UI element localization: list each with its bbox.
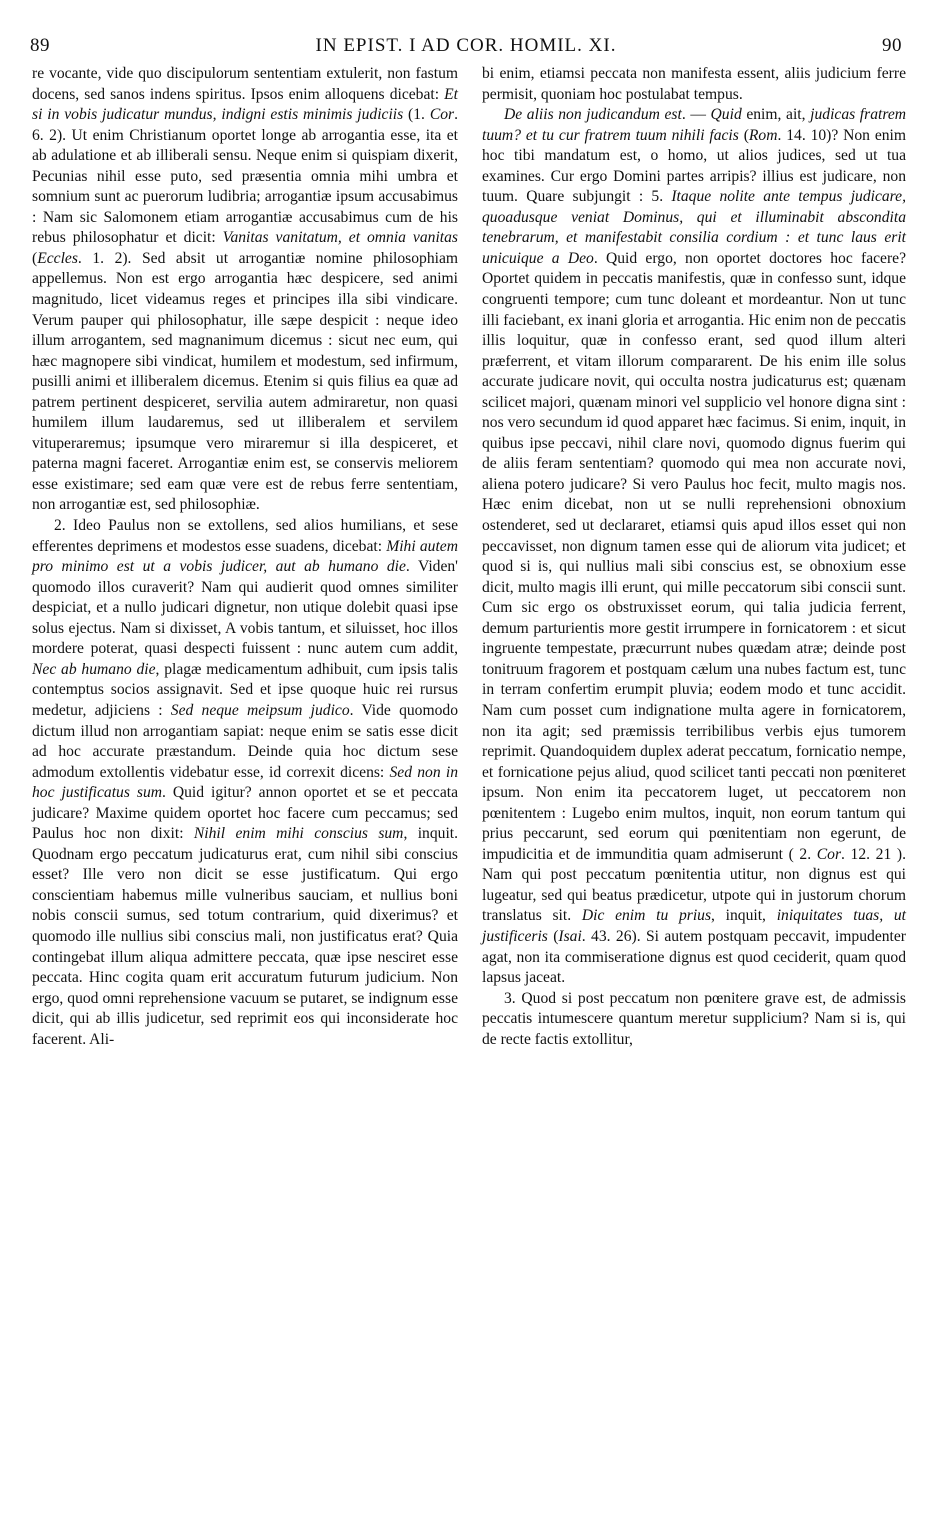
italic-citation: Isai bbox=[558, 927, 582, 945]
left-column bbox=[32, 64, 458, 1050]
italic-citation: Rom bbox=[748, 126, 778, 144]
italic-citation: Quid bbox=[710, 106, 742, 124]
paragraph: 2. Ideo Paulus non se extollens, sed alios humilians, et sese efferentes deprimens et modestos esse suadens, dicebat: Mihi autem pro minimo est ut a vobis judicer, aut ab humano die. Viden' quomodo illos curaverit? Nam qui audierit quod omnes similiter despiciat, et a nullo judicari dignetur, non utique dolebit quasi ipse solus ejectus. Nam si dixisset, A vobis tantum, et siluisset, hoc illos mordere poterat, quasi despecti fuissent : nunc autem cum addit, Nec ab humano die, plagæ medicamentum adhibuit, cum ipsis talis contemptus socios assignavit. Sed et ipse quoque huic rei rursus medetur, adjiciens : Sed neque meipsum judico. Vide quomodo dictum illud non arrogantiam sapiat: neque enim se satis esse dicit ad hoc accurate præstandum. Deinde quia hoc dictum sese admodum extollentis videbatur esse, id correxit dicens: Sed non in hoc justificatus sum. Quid igitur? annon oportet et se et peccata judicare? Maxime quidem oportet hoc facere cum peccamus; sed Paulus hoc non dixit: Nihil enim mihi conscius sum, inquit. Quodnam ergo peccatum judicaturus erat, cum nihil sibi conscius esset? Ille vero non dicit se esse justificatum. Qui ergo conscientiam habemus mille vulneribus sauciam, et nullius boni nobis conscii sumus, sed totum contrarium, quid dixerimus? et quomodo ille nullius sibi conscius mali, non justificatus erat? Quia contingebat illum aliqua admittere peccata, quæ ipse nesciret esse peccata. Hinc cogita quam erit accuratum futurum judicium. Non ergo, quod omni reprehensione vacuum se putaret, se indignum esse dicit, qui ab illis judicetur, sed reprimit eos qui inconsiderate hoc facerent. Ali- bbox=[32, 517, 459, 1048]
paragraph: re vocante, vide quo discipulorum sententiam extulerit, non fastum docens, sed sanos indens spiritus. Ipsos enim alloquens dicebat: Et si in vobis judicatur mundus, indigni estis minimis judiciis (1. Cor. 6. 2). Ut enim Christianum oportet longe ab arrogantia esse, ita et ab adulatione et ab illiberali sensu. Neque enim si quispiam dixerit, Pecunias nihil esse puto, sed præsentia omnia mihi umbra et somnium sunt ac puerorum ludibria; arrogantiæ ipsum accusabimus : Nam sic Salomonem etiam arrogantiæ accusabimus cum de his rebus philosophatur et dicit: Vanitas vanitatum, et omnia vanitas (Eccles. 1. 2). Sed absit ut arrogantiæ nomine philosophiam appellemus. Non est ergo arrogantia hæc despicere, sed animi magnitudo, licet videamus reges et principes illa sibi vindicare. Verum pauper qui philosophatur, ille sæpe despicit : neque ideo illum arrogantem, sed magnanimum dicemus : sicut nec eum, qui hæc magnopere sibi vindicat, humilem et modestum, sed infirmum, pusilli animi et illiberalem dicemus. Etenim si quis filius ea quæ ad patrem pertinent despiceret, servilia autem admiraretur, non quasi humilem illum laudaremus, sed ut illiberalem et servilem vituperaremus; ipsumque vero miraremur si illa despiceret, et paterna magni faceret. Arrogantiæ enim est, se conservis meliorem esse existimare; sed eam quæ vere est de rebus ferre sententiam, non arrogantiæ est, sed philosophiæ. bbox=[32, 65, 458, 514]
running-header bbox=[30, 34, 902, 58]
italic-citation: De aliis non judicandum est bbox=[504, 106, 682, 124]
running-title: IN EPIST. I AD COR. HOMIL. XI. bbox=[315, 35, 617, 56]
italic-citation: Nihil enim mihi conscius sum bbox=[193, 825, 404, 843]
italic-citation: Eccles bbox=[37, 249, 78, 267]
italic-citation: Vanitas vanitatum, et omnia vanitas bbox=[222, 229, 458, 247]
italic-citation: Nec ab humano die bbox=[32, 660, 156, 678]
italic-citation: Cor bbox=[816, 845, 842, 863]
page-number-right: 90 bbox=[881, 35, 902, 56]
italic-citation: Mihi autem pro minimo est ut a vobis judicer, aut ab humano die bbox=[32, 537, 458, 576]
italic-citation: iniquitates tuas, ut justificeris bbox=[482, 907, 906, 945]
italic-citation: Itaque nolite ante tempus judicare, quoadusque veniat Dominus, qui et illuminabit abscondita tenebrarum, et manifestabit consilia cordium : et tunc laus erit unicuique a Deo bbox=[482, 188, 906, 267]
paragraph: bi enim, etiamsi peccata non manifesta essent, aliis judicium ferre permisit, quoniam hoc postulabat tempus. bbox=[482, 65, 906, 103]
paragraph: De aliis non judicandum est. — Quid enim, ait, judicas fratrem tuum? et tu cur fratrem tuum nihili facis (Rom. 14. 10)? Non enim hoc tibi mandatum est, o homo, ut alios judices, sed ut tua examines. Cur ergo Domini partes arripis? illius est judicare, non tuum. Quare subjungit : 5. Itaque nolite ante tempus judicare, quoadusque veniat Dominus, qui et illuminabit abscondita tenebrarum, et manifestabit consilia cordium : et tunc laus erit unicuique a Deo. Quid ergo, non oportet doctores hoc facere? Oportet quidem in peccatis manifestis, quæ in confesso sunt, idque congruenti tempore; cum tunc doleant et mordeantur. Non ut tunc illi faciebant, ex inani gloria et arrogantia. Hic enim non de peccatis illis loquitur, quæ in confesso erant, sed quod illum alteri præferrent, et vitam illorum compararent. De his enim ille solus accurate judicare novit, qui occulta nostra judicaturus est; quænam scilicet majori, quænam minori vel supplicio vel honore digna sint : nos vero secundum id quod apparet hæc facimus. Si enim, inquit, in quibus ipse peccavi, nihil clare novi, quomodo dignus fuerim qui de aliis feram sententiam? quomodo qui mea non accurate novi, aliena potero judicare? Si vero Paulus hoc fecit, multo magis nos. Hæc enim dicebat, non ut se nulli reprehensioni obnoxium ostenderet, sed ut declararet, etiamsi quis apud illos esset qui non peccavisset, non dignum tamen esse qui de aliorum vita judicet; et quod si is, qui nullius mali sibi conscius est, se obnoxium esse dicit, multo magis illi erunt, qui mille peccatorum sibi conscii sunt. Cum sic ergo os obstruxisset eorum, qui talia judicia ferrent, demum parturientis more gestit irrumpere in fornicatorem : et sicut ingruente tempestate, præcurrunt nubes quædam atræ; deinde post tonitruum fragorem et postquam cælum una nubes factum est, tunc in terram confertim erumpit pluvia; eodem modo et tunc accidit. Nam cum posset cum indignatione multa agere in fornicatorem, non ita agit; sed præmissis terribilibus verbis ejus tumorem reprimit. Quandoquidem duplex aderat peccatum, fornicatio nempe, et fornicatione pejus aliud, quod scilicet tanti peccati non pœniteret ipsum. Non enim ita peccatorem luget, ut peccatorem non pœnitentem : Lugebo enim multos, inquit, non eorum tantum qui prius peccarunt, sed eorum qui pœnitentiam non egerunt, de impudicitia et de immunditia quam admiserunt ( 2. Cor. 12. 21 ). Nam qui post peccatum pœnitentia utitur, non dignus est qui lugeatur, sed qui beatus prædicetur, utpote qui in justorum chorum translatus sit. Dic enim tu prius, inquit, iniquitates tuas, ut justificeris (Isai. 43. 26). Si autem postquam peccavit, impudenter agat, non ita commiseratione dignus est quod ceciderit, quam quod lapsus jaceat. bbox=[482, 106, 906, 987]
italic-citation: Dic enim tu prius bbox=[581, 907, 712, 925]
italic-citation: Sed non in hoc justificatus sum bbox=[32, 763, 458, 802]
right-column bbox=[482, 64, 906, 1050]
italic-citation: judicas fratrem tuum? et tu cur fratrem tuum nihili facis bbox=[482, 106, 906, 144]
page-number-left: 89 bbox=[30, 35, 50, 56]
italic-citation: Et si in vobis judicatur mundus, indigni estis minimis judiciis bbox=[32, 85, 458, 124]
italic-citation: Sed neque meipsum judico bbox=[170, 701, 350, 719]
italic-citation: Cor bbox=[429, 106, 455, 124]
paragraph: 3. Quod si post peccatum non pœnitere grave est, de admissis peccatis intumescere quantum meretur supplicium? Nam si is, qui de recte factis extollitur, bbox=[482, 989, 906, 1048]
